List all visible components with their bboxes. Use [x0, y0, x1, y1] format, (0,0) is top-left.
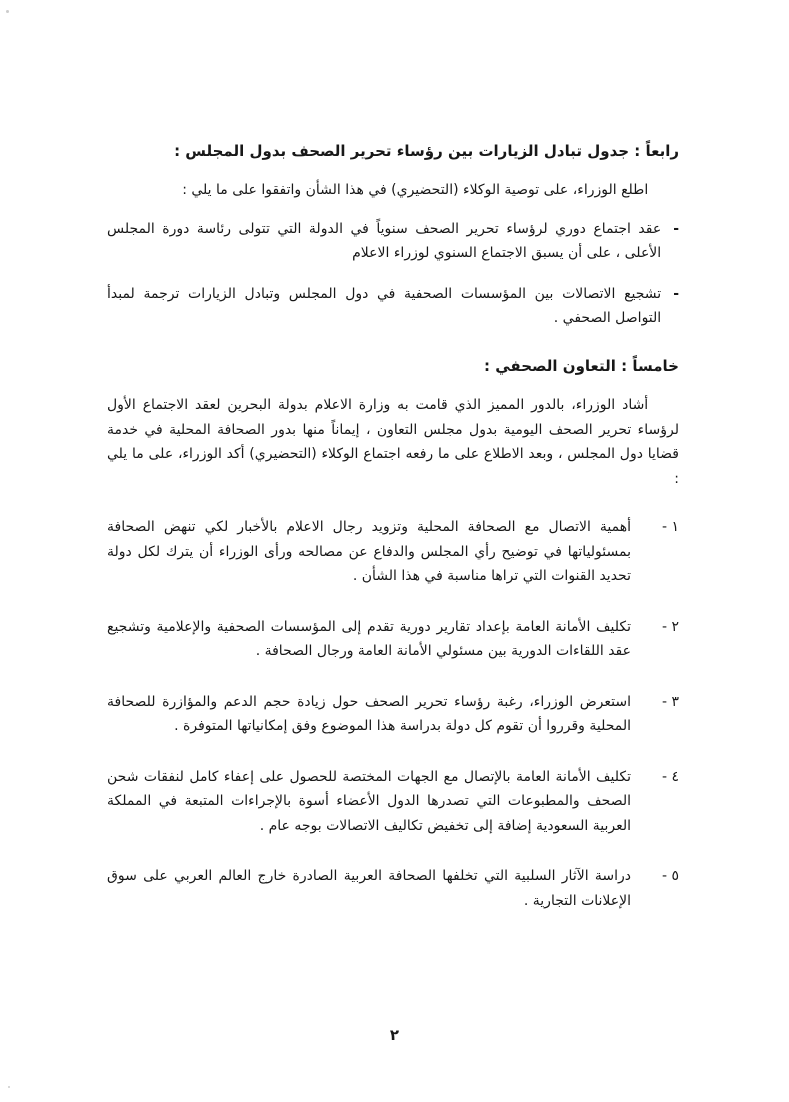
section-fourth-intro: اطلع الوزراء، على توصية الوكلاء (التحضيري) في هذا الشأن واتفقوا على ما يلي : — [182, 182, 649, 199]
dash-item-text: عقد اجتماع دوري لرؤساء تحرير الصحف سنوياً في الدولة التي تتولى رئاسة دورة المجلس الأعلى ، على أن يسبق الاجتماع السنوي لوزراء الاعلام — [107, 220, 662, 262]
scan-artifact — [6, 10, 9, 13]
dash-list-item — [107, 282, 679, 331]
scan-artifact — [8, 1086, 10, 1088]
item-text: تكليف الأمانة العامة بإعداد تقارير دورية تقدم إلى المؤسسات الصحفية والإعلامية وتشجيع عقد اللقاءات الدورية بين مسئولي الأمانة العامة ورجال الصحافة . — [107, 618, 631, 659]
numbered-list-item — [107, 765, 679, 839]
numbered-list-item — [107, 615, 679, 664]
dash-marker: - — [673, 285, 679, 302]
item-number: ٣ - — [661, 693, 679, 710]
section-fifth-intro: أشاد الوزراء، بالدور المميز الذي قامت به وزارة الاعلام بدولة البحرين لعقد الاجتماع الأول لرؤساء تحرير الصحف اليومية بدول مجلس التعاون ، إيماناً منها بدور الصحافة المحلية في خدمة قضايا دول المجلس ، وبعد الاطلاع على ما رفعه اجتماع الوكلاء (التحضيري) أكد الوزراء، على ما يلي : — [107, 397, 679, 487]
item-number: ٢ - — [661, 618, 679, 635]
item-text: استعرض الوزراء، رغبة رؤساء تحرير الصحف حول زيادة حجم الدعم والمؤازرة للصحافة المحلية وقرروا أن تقوم كل دولة بدراسة هذا الموضوع وفق إمكانياتها المتوفرة . — [107, 693, 631, 734]
item-number: ٤ - — [661, 768, 679, 785]
numbered-list-item — [107, 515, 679, 589]
page-number: ٢ — [389, 1026, 400, 1044]
item-text: دراسة الآثار السلبية التي تخلفها الصحافة العربية الصادرة خارج العالم العربي على سوق الإعلانات التجارية . — [107, 868, 631, 909]
item-number: ٥ - — [661, 868, 679, 884]
section-fourth-heading: رابعاً : جدول تبادل الزيارات بين رؤساء تحرير الصحف بدول المجلس : — [174, 142, 679, 160]
numbered-list-item — [107, 690, 679, 739]
dash-item-text: تشجيع الاتصالات بين المؤسسات الصحفية في دول المجلس وتبادل الزيارات ترجمة لمبدأ التواصل الصحفي . — [107, 285, 662, 327]
item-text: تكليف الأمانة العامة بالإتصال مع الجهات المختصة للحصول على إعفاء كامل لنفقات شحن الصحف والمطبوعات التي تصدرها الدول الأعضاء أسوة بالإجراءات المتبعة في المملكة العربية السعودية إضافة إلى تخفيض تكاليف الاتصالات بوجه عام . — [107, 768, 631, 834]
spacer — [107, 505, 679, 515]
item-number: ١ - — [661, 519, 679, 535]
numbered-list-item — [107, 864, 679, 913]
document-content — [107, 138, 679, 939]
dash-marker: - — [673, 220, 679, 237]
item-text: أهمية الاتصال مع الصحافة المحلية وتزويد رجال الاعلام بالأخبار لكي تنهض الصحافة بمسئولياتها في توضيح رأي المجلس والدفاع عن مصالحه ورأى الوزراء أن يترك لكل دولة تحديد القنوات التي تراها مناسبة في هذا الشأن . — [107, 519, 631, 584]
section-fifth-heading: خامساً : التعاون الصحفي : — [484, 356, 679, 375]
dash-list-item — [107, 217, 679, 266]
